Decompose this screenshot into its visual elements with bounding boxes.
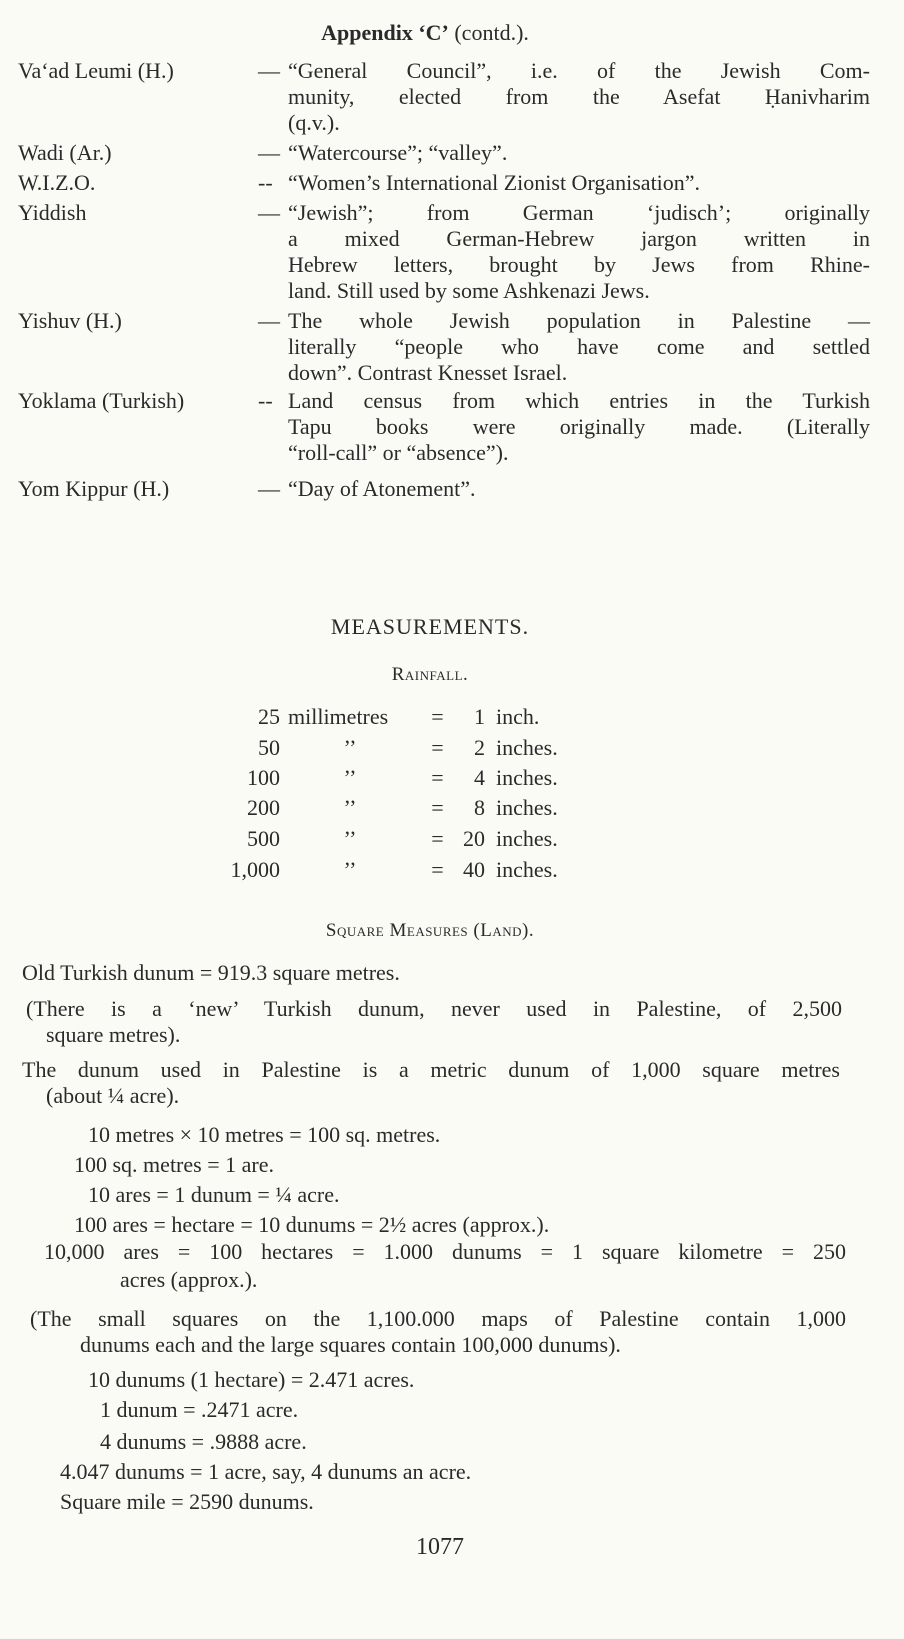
glossary-dash: —	[258, 200, 280, 225]
glossary-definition-line: “Watercourse”; “valley”.	[288, 140, 508, 165]
rainfall-inches-label: inches.	[496, 765, 558, 790]
glossary-term: Yiddish	[18, 200, 87, 225]
glossary-dash: —	[258, 476, 280, 501]
rainfall-unit: ’’	[343, 765, 357, 790]
glossary-term: Yoklama (Turkish)	[18, 388, 185, 413]
square-measures-line: The dunum used in Palestine is a metric dunum of 1,000 square metres	[22, 1057, 840, 1082]
square-measures-line: (about ¼ acre).	[46, 1083, 180, 1108]
rainfall-unit: millimetres	[288, 704, 389, 729]
rainfall-inches: 4	[474, 765, 485, 790]
page-title-bold: Appendix ‘C’	[321, 20, 449, 45]
square-measures-line: 10 dunums (1 hectare) = 2.471 acres.	[88, 1367, 415, 1392]
rainfall-heading: Rainfall.	[391, 664, 469, 685]
glossary-definition-line: The whole Jewish population in Palestine —	[288, 308, 870, 333]
glossary-definition-line: “Women’s International Zionist Organisation”.	[288, 170, 701, 195]
square-measures-line: 100 sq. metres = 1 are.	[74, 1152, 274, 1177]
glossary-definition-line: “General Council”, i.e. of the Jewish Com-	[288, 58, 870, 83]
rainfall-unit: ’’	[343, 826, 357, 851]
rainfall-unit: ’’	[343, 857, 357, 882]
rainfall-mm: 500	[247, 826, 280, 851]
glossary-term: Yishuv (H.)	[18, 308, 122, 333]
glossary-dash: —	[258, 308, 280, 333]
square-measures-line: Old Turkish dunum = 919.3 square metres.	[22, 960, 400, 985]
glossary-definition-line: down”. Contrast Knesset Israel.	[288, 360, 568, 385]
rainfall-inches-label: inches.	[496, 735, 558, 760]
glossary-dash: --	[258, 388, 273, 413]
glossary-term: Va‘ad Leumi (H.)	[18, 58, 174, 83]
square-measures-line: (The small squares on the 1,100.000 maps of Palestine contain 1,000	[30, 1306, 846, 1331]
rainfall-inches: 2	[474, 735, 485, 760]
square-measures-line: square metres).	[46, 1022, 181, 1047]
glossary-definition-line: “Day of Atonement”.	[288, 476, 476, 501]
glossary-dash: --	[258, 170, 273, 195]
glossary-term: Yom Kippur (H.)	[18, 476, 170, 501]
rainfall-inches: 1	[474, 704, 485, 729]
page-number: 1077	[416, 1534, 464, 1560]
glossary-definition-line: (q.v.).	[288, 110, 340, 135]
glossary-definition-line: land. Still used by some Ashkenazi Jews.	[288, 278, 650, 303]
rainfall-mm: 100	[247, 765, 280, 790]
rainfall-inches-label: inch.	[496, 704, 540, 729]
square-measures-line: 10 metres × 10 metres = 100 sq. metres.	[88, 1122, 441, 1147]
rainfall-inches: 40	[463, 857, 485, 882]
glossary-definition-line: Hebrew letters, brought by Jews from Rhine-	[288, 252, 870, 277]
rainfall-equals: =	[431, 735, 444, 760]
rainfall-unit: ’’	[343, 735, 357, 760]
square-measures-line: 4 dunums = .9888 acre.	[100, 1429, 307, 1454]
square-measures-line: 10 ares = 1 dunum = ¼ acre.	[88, 1182, 340, 1207]
rainfall-equals: =	[431, 857, 444, 882]
square-measures-line: Square mile = 2590 dunums.	[60, 1489, 314, 1514]
square-measures-line: 10,000 ares = 100 hectares = 1.000 dunums = 1 square kilometre = 250	[44, 1239, 846, 1264]
square-measures-line: 4.047 dunums = 1 acre, say, 4 dunums an acre.	[60, 1459, 472, 1484]
rainfall-equals: =	[431, 765, 444, 790]
glossary-definition-line: munity, elected from the Asefat Ḥanivharim	[288, 84, 870, 109]
glossary-definition-line: “roll-call” or “absence”).	[288, 440, 509, 465]
glossary-term: W.I.Z.O.	[18, 170, 96, 195]
glossary-definition-line: literally “people who have come and settled	[288, 334, 870, 359]
rainfall-inches-label: inches.	[496, 826, 558, 851]
rainfall-equals: =	[431, 704, 444, 729]
glossary-definition-line: Tapu books were originally made. (Literally	[288, 414, 870, 439]
rainfall-mm: 1,000	[230, 857, 280, 882]
measurements-heading: MEASUREMENTS.	[330, 614, 530, 639]
glossary-definition-line: a mixed German-Hebrew jargon written in	[288, 226, 870, 251]
square-measures-line: 100 ares = hectare = 10 dunums = 2½ acres (approx.).	[74, 1212, 550, 1237]
rainfall-inches-label: inches.	[496, 795, 558, 820]
glossary-definition-line: Land census from which entries in the Turkish	[288, 388, 870, 413]
glossary-term: Wadi (Ar.)	[18, 140, 112, 165]
square-measures-line: 1 dunum = .2471 acre.	[100, 1397, 299, 1422]
rainfall-inches: 20	[463, 826, 485, 851]
rainfall-mm: 50	[258, 735, 280, 760]
square-measures-line: dunums each and the large squares contain 100,000 dunums).	[80, 1332, 621, 1357]
square-measures-line: acres (approx.).	[120, 1267, 258, 1292]
glossary-dash: —	[258, 140, 280, 165]
glossary-definition-line: “Jewish”; from German ‘judisch’; originally	[288, 200, 870, 225]
rainfall-inches-label: inches.	[496, 857, 558, 882]
square-measures-heading: Square Measures (Land).	[325, 920, 535, 941]
square-measures-line: (There is a ‘new’ Turkish dunum, never used in Palestine, of 2,500	[26, 996, 842, 1021]
page-title	[0, 20, 850, 46]
glossary-dash: —	[258, 58, 280, 83]
rainfall-mm: 25	[258, 704, 280, 729]
rainfall-inches: 8	[474, 795, 485, 820]
rainfall-mm: 200	[247, 795, 280, 820]
rainfall-equals: =	[431, 795, 444, 820]
page-title-rest: (contd.).	[454, 20, 529, 45]
rainfall-unit: ’’	[343, 795, 357, 820]
rainfall-equals: =	[431, 826, 444, 851]
